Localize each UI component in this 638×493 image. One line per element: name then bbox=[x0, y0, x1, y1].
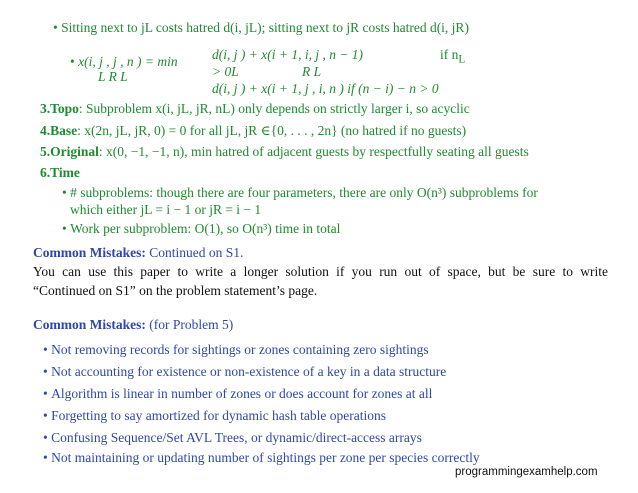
time-bullet-work-text: Work per subproblem: O(1), so O(n³) time in total bbox=[70, 221, 341, 236]
formula-case1 bbox=[212, 47, 363, 64]
mistake-bullet-text: Confusing Sequence/Set AVL Trees, or dynamic/direct-access arrays bbox=[51, 430, 422, 445]
formula-case2-text: d(i, j ) + x(i + 1, j , i, n ) if (n − i) − n > 0 bbox=[212, 81, 439, 96]
formula-case1-sub-text: R L bbox=[302, 64, 322, 79]
item-original-num: 5. bbox=[40, 144, 51, 159]
formula-case1-subscripts bbox=[302, 64, 321, 81]
mistakes-1-label: Common Mistakes: bbox=[33, 245, 146, 260]
mistake-bullet-text: Forgetting to say amortized for dynamic hash table operations bbox=[51, 408, 387, 423]
time-bullet-subproblems bbox=[62, 185, 538, 202]
mistake-bullet-text: Not accounting for existence or non-existence of a key in a data structure bbox=[51, 364, 447, 379]
item-time-num: 6. bbox=[40, 165, 51, 180]
mistakes-problem5-heading bbox=[33, 317, 233, 334]
mistake-bullet bbox=[43, 430, 422, 447]
mistakes-2-label: Common Mistakes: bbox=[33, 317, 146, 332]
formula-case1-continued bbox=[212, 64, 239, 81]
item-base bbox=[40, 123, 466, 140]
mistake-bullet-text: Not maintaining or updating number of sightings per zone per species correctly bbox=[51, 450, 480, 465]
mistake-bullet bbox=[43, 342, 429, 359]
sitting-bullet bbox=[53, 20, 469, 37]
formula-lhs-text: x(i, j , j , n ) = min bbox=[78, 54, 178, 69]
item-time-title: Time bbox=[50, 165, 80, 180]
mistake-bullet bbox=[43, 386, 432, 403]
formula-case1-cont-text: > 0L bbox=[212, 64, 239, 79]
time-bullet-subproblems-cont-text: which either jL = i − 1 or jR = i − 1 bbox=[70, 202, 262, 217]
item-topo-text: : Subproblem x(i, jL, jR, nL) only depends on strictly larger i, so acyclic bbox=[78, 101, 470, 116]
footer-watermark: programmingexamhelp.com bbox=[455, 466, 598, 478]
formula-case2 bbox=[212, 81, 439, 98]
time-bullet-subproblems-text: # subproblems: though there are four parameters, there are only O(n³) subproblems for bbox=[70, 185, 538, 200]
mistake-bullet bbox=[43, 450, 480, 467]
item-original-title: Original bbox=[50, 144, 99, 159]
mistake-bullet bbox=[43, 364, 446, 381]
item-base-num: 4. bbox=[40, 123, 51, 138]
formula-case1-cond-sub: L bbox=[458, 53, 466, 66]
item-time bbox=[40, 165, 80, 182]
mistakes-1-value: Continued on S1. bbox=[149, 245, 244, 260]
item-original-text: : x(0, −1, −1, n), min hatred of adjacent guests by respectfully seating all guests bbox=[98, 144, 529, 159]
formula-lhs-sub-text: L R L bbox=[98, 69, 128, 84]
mistakes-2-value: (for Problem 5) bbox=[149, 317, 234, 332]
time-bullet-work bbox=[62, 221, 340, 238]
mistake-bullet-text: Not removing records for sightings or zones containing zero sightings bbox=[51, 342, 429, 357]
mistakes-1-line2: “Continued on S1” on the problem statement’s page. bbox=[33, 283, 318, 298]
mistake-bullet-text: Algorithm is linear in number of zones or does account for zones at all bbox=[51, 386, 433, 401]
item-original bbox=[40, 144, 529, 161]
item-topo bbox=[40, 101, 470, 118]
sitting-bullet-text: Sitting next to jL costs hatred d(i, jL); sitting next to jR costs hatred d(i, jR) bbox=[61, 20, 469, 35]
formula-case1-text: d(i, j ) + x(i + 1, i, j , n − 1) bbox=[212, 47, 364, 62]
mistakes-continued-heading bbox=[33, 245, 243, 262]
item-base-title: Base bbox=[50, 123, 78, 138]
mistake-bullet bbox=[43, 408, 386, 425]
formula-case1-cond-text: if n bbox=[440, 47, 459, 62]
item-base-text: : x(2n, jL, jR, 0) = 0 for all jL, jR ∈{0, . . . , 2n} (no hatred if no guests) bbox=[77, 123, 467, 138]
formula-case1-condition bbox=[440, 47, 465, 67]
mistakes-1-line1: You can use this paper to write a longer solution if you run out of space, but be sure to write bbox=[33, 264, 608, 279]
time-bullet-subproblems-cont bbox=[70, 202, 261, 219]
formula-lhs-subscripts bbox=[98, 69, 128, 86]
item-topo-num: 3. bbox=[40, 101, 51, 116]
item-topo-title: Topo bbox=[50, 101, 79, 116]
